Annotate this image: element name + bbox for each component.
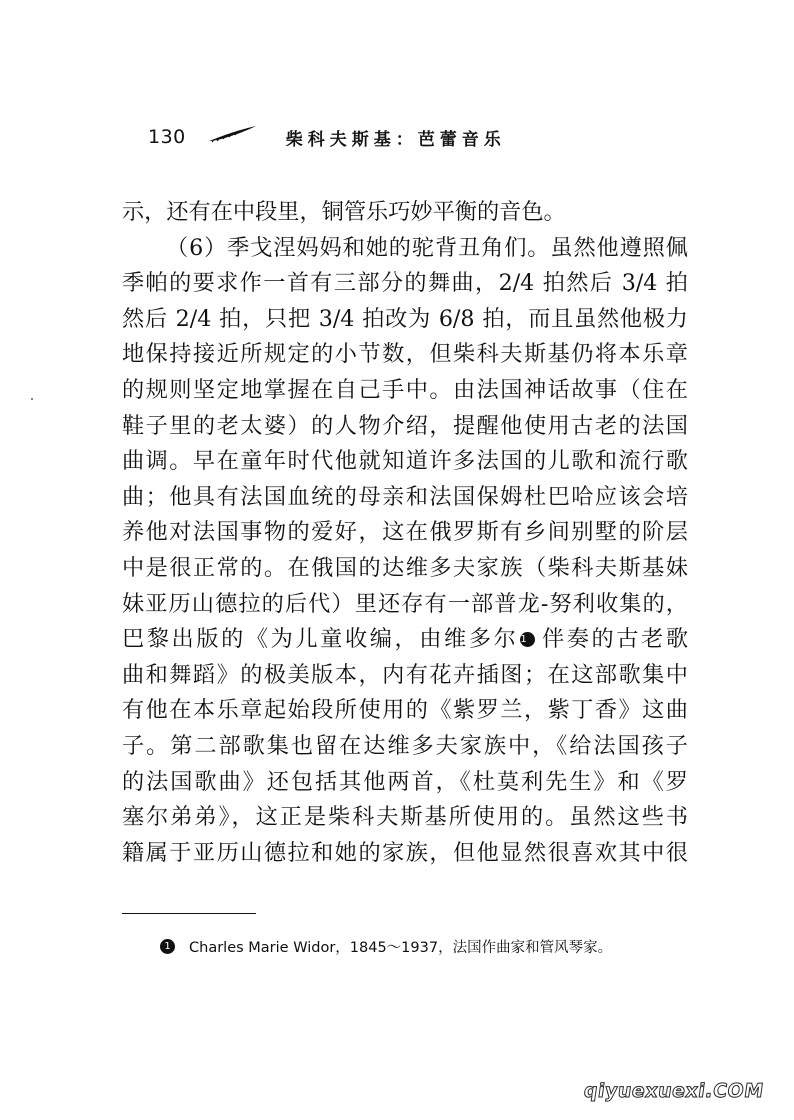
text-line: 的规则坚定地掌握在自己手中。由法国神话故事（住在 [122,376,688,403]
paragraph-2 [122,231,688,872]
margin-speck [31,398,33,400]
footnote-text: Charles Marie Widor，1845～1937，法国作曲家和管风琴家。 [189,940,613,956]
text-line: 有他在本乐章起始段所使用的《紫罗兰，紫丁香》这曲 [122,697,688,724]
footnote [160,936,612,957]
feather-quill-icon [208,125,258,143]
main-text [122,195,688,871]
footnote-divider [122,913,256,914]
text-line: 示，还有在中段里，铜管乐巧妙平衡的音色。 [122,199,566,225]
text-line: 季帕的要求作一首有三部分的舞曲，2/4 拍然后 3/4 拍 [122,270,688,297]
running-title: 柴科夫斯基：芭蕾音乐 [285,129,506,150]
text-line: 曲；他具有法国血统的母亲和法国保姆杜巴哈应该会培 [122,483,688,510]
text-fragment: 巴黎出版的《为儿童收编，由维多尔 [122,626,519,653]
text-line: 子。第二部歌集也留在达维多夫家族中，《给法国孩子 [122,732,688,759]
text-line: 养他对法国事物的爱好，这在俄罗斯有乡间别墅的阶层 [122,519,688,546]
text-line: 曲和舞蹈》的极美版本，内有花卉插图；在这部歌集中 [122,661,688,688]
site-watermark: qiyuexuexi.COM [582,1080,766,1102]
text-line: 的法国歌曲》还包括其他两首，《杜莫利先生》和《罗 [122,768,688,795]
text-line: 地保持接近所规定的小节数，但柴科夫斯基仍将本乐章 [122,341,688,368]
page-number: 130 [148,126,186,148]
text-line: 籍属于亚历山德拉和她的家族，但他显然很喜欢其中很 [122,839,688,866]
text-line-with-note [122,622,688,658]
page-header [148,122,506,152]
text-fragment: 伴奏的古老歌 [539,626,689,653]
text-line: 然后 2/4 拍，只把 3/4 拍改为 6/8 拍，而且虽然他极力 [122,305,688,332]
text-line: 曲调。早在童年时代他就知道许多法国的儿歌和流行歌 [122,448,688,475]
text-line: 妹亚历山德拉的后代）里还存有一部普龙-努利收集的， [122,590,688,617]
text-line: （6）季戈涅妈妈和她的驼背丑角们。虽然他遵照佩 [166,234,688,261]
paragraph-1 [122,195,688,231]
text-line: 鞋子里的老太婆）的人物介绍，提醒他使用古老的法国 [122,412,688,439]
text-line: 塞尔弟弟》，这正是柴科夫斯基所使用的。虽然这些书 [122,804,688,831]
text-line: 中是很正常的。在俄国的达维多夫家族（柴科夫斯基妹 [122,554,688,581]
footnote-reference[interactable]: 1 [520,632,535,647]
footnote-marker: 1 [160,939,175,954]
